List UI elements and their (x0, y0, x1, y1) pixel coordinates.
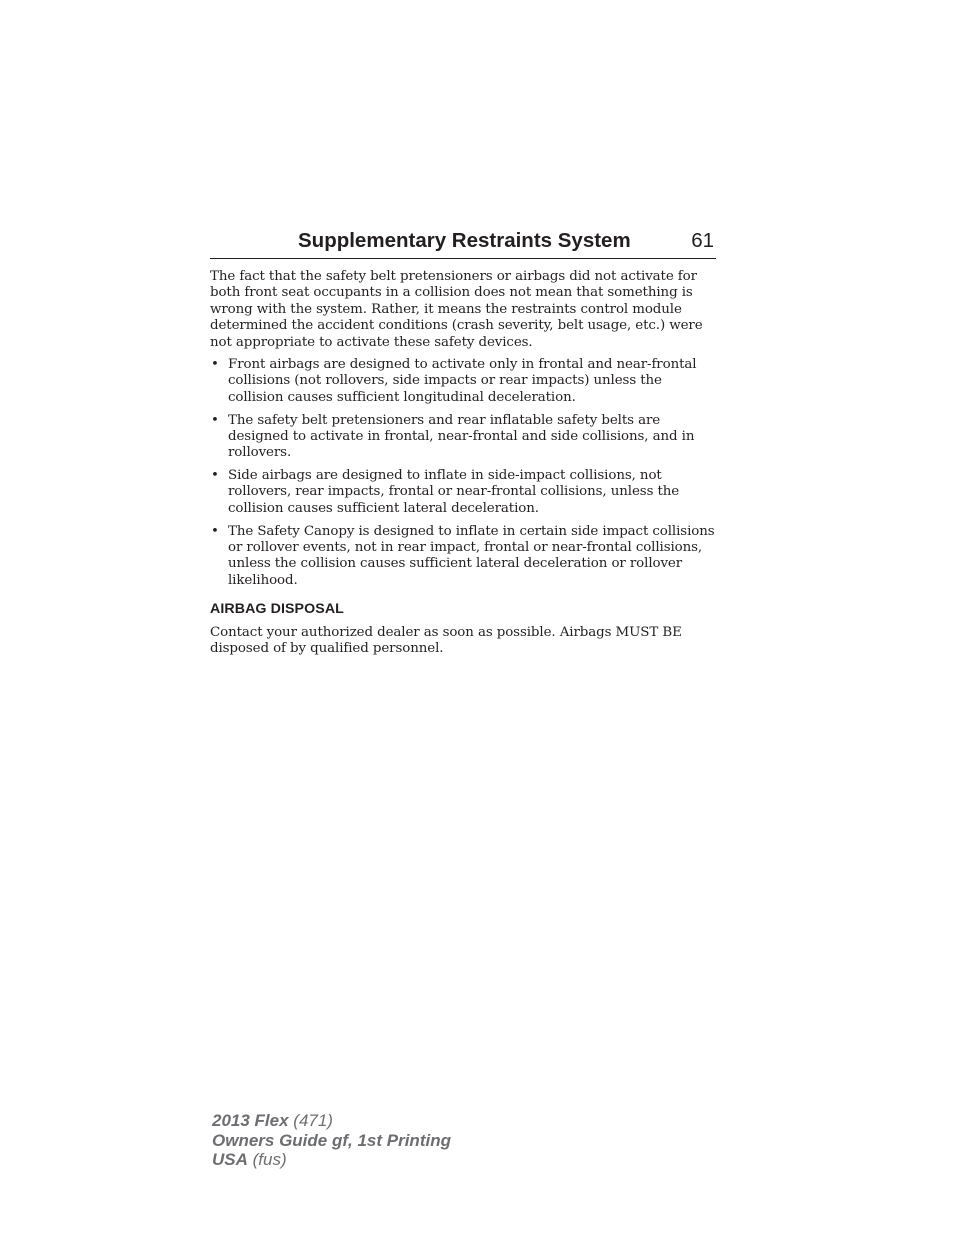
bullet-dot: • (211, 523, 219, 539)
bullet-text: Side airbags are designed to inflate in side-impact collisions, not rollovers, rear impacts, frontal or near-frontal collisions, unless the collision causes sufficient lateral deceleration. (228, 468, 680, 516)
footer-model: 2013 Flex (212, 1111, 289, 1130)
bullet-item-pretensioners (210, 413, 720, 462)
footer-line-region (212, 1150, 451, 1170)
page-header (210, 226, 716, 259)
bullet-dot: • (211, 468, 219, 484)
footer-region: USA (212, 1150, 248, 1169)
bullet-text: Front airbags are designed to activate only in frontal and near-frontal collisions (not rollovers, side impacts or rear impacts) unless the collision causes sufficient longitudinal deceleration. (228, 357, 697, 405)
bullet-text: The safety belt pretensioners and rear inflatable safety belts are designed to activate in frontal, near-frontal and side collisions, and in rollovers. (228, 412, 695, 461)
bullet-text: The Safety Canopy is designed to inflate in certain side impact collisions or rollover events, not in rear impact, frontal or near-frontal collisions, unless the collision causes sufficient lateral deceleration or rollover likelihood. (228, 523, 715, 588)
footer-guide: Owners Guide gf, 1st Printing (212, 1130, 451, 1150)
section-title: Supplementary Restraints System (298, 229, 631, 252)
footer-model-code: (471) (288, 1111, 333, 1130)
print-footer (212, 1111, 451, 1170)
footer-line-model (212, 1111, 451, 1131)
intro-paragraph: The fact that the safety belt pretensioners or airbags did not activate for both front seat occupants in a collision does not mean that something is wrong with the system. Rather, it means the restraints control module determined the accident conditions (crash severity, belt usage, etc.) were not appropriate to activate these safety devices. (210, 269, 703, 350)
disposal-paragraph: Contact your authorized dealer as soon as possible. Airbags MUST BE disposed of by qualified personnel. (210, 625, 682, 657)
bullet-item-side-airbags (210, 468, 720, 517)
bullet-dot: • (211, 357, 219, 372)
bullet-item-safety-canopy (210, 524, 720, 590)
airbag-disposal-heading: AIRBAG DISPOSAL (210, 601, 344, 617)
page-number: 61 (691, 229, 714, 252)
bullet-dot: • (211, 412, 219, 428)
bullet-item-front-airbags (210, 357, 720, 406)
footer-region-code: (fus) (247, 1150, 287, 1169)
footer-line-guide (212, 1131, 451, 1151)
bullet-list (210, 357, 720, 595)
